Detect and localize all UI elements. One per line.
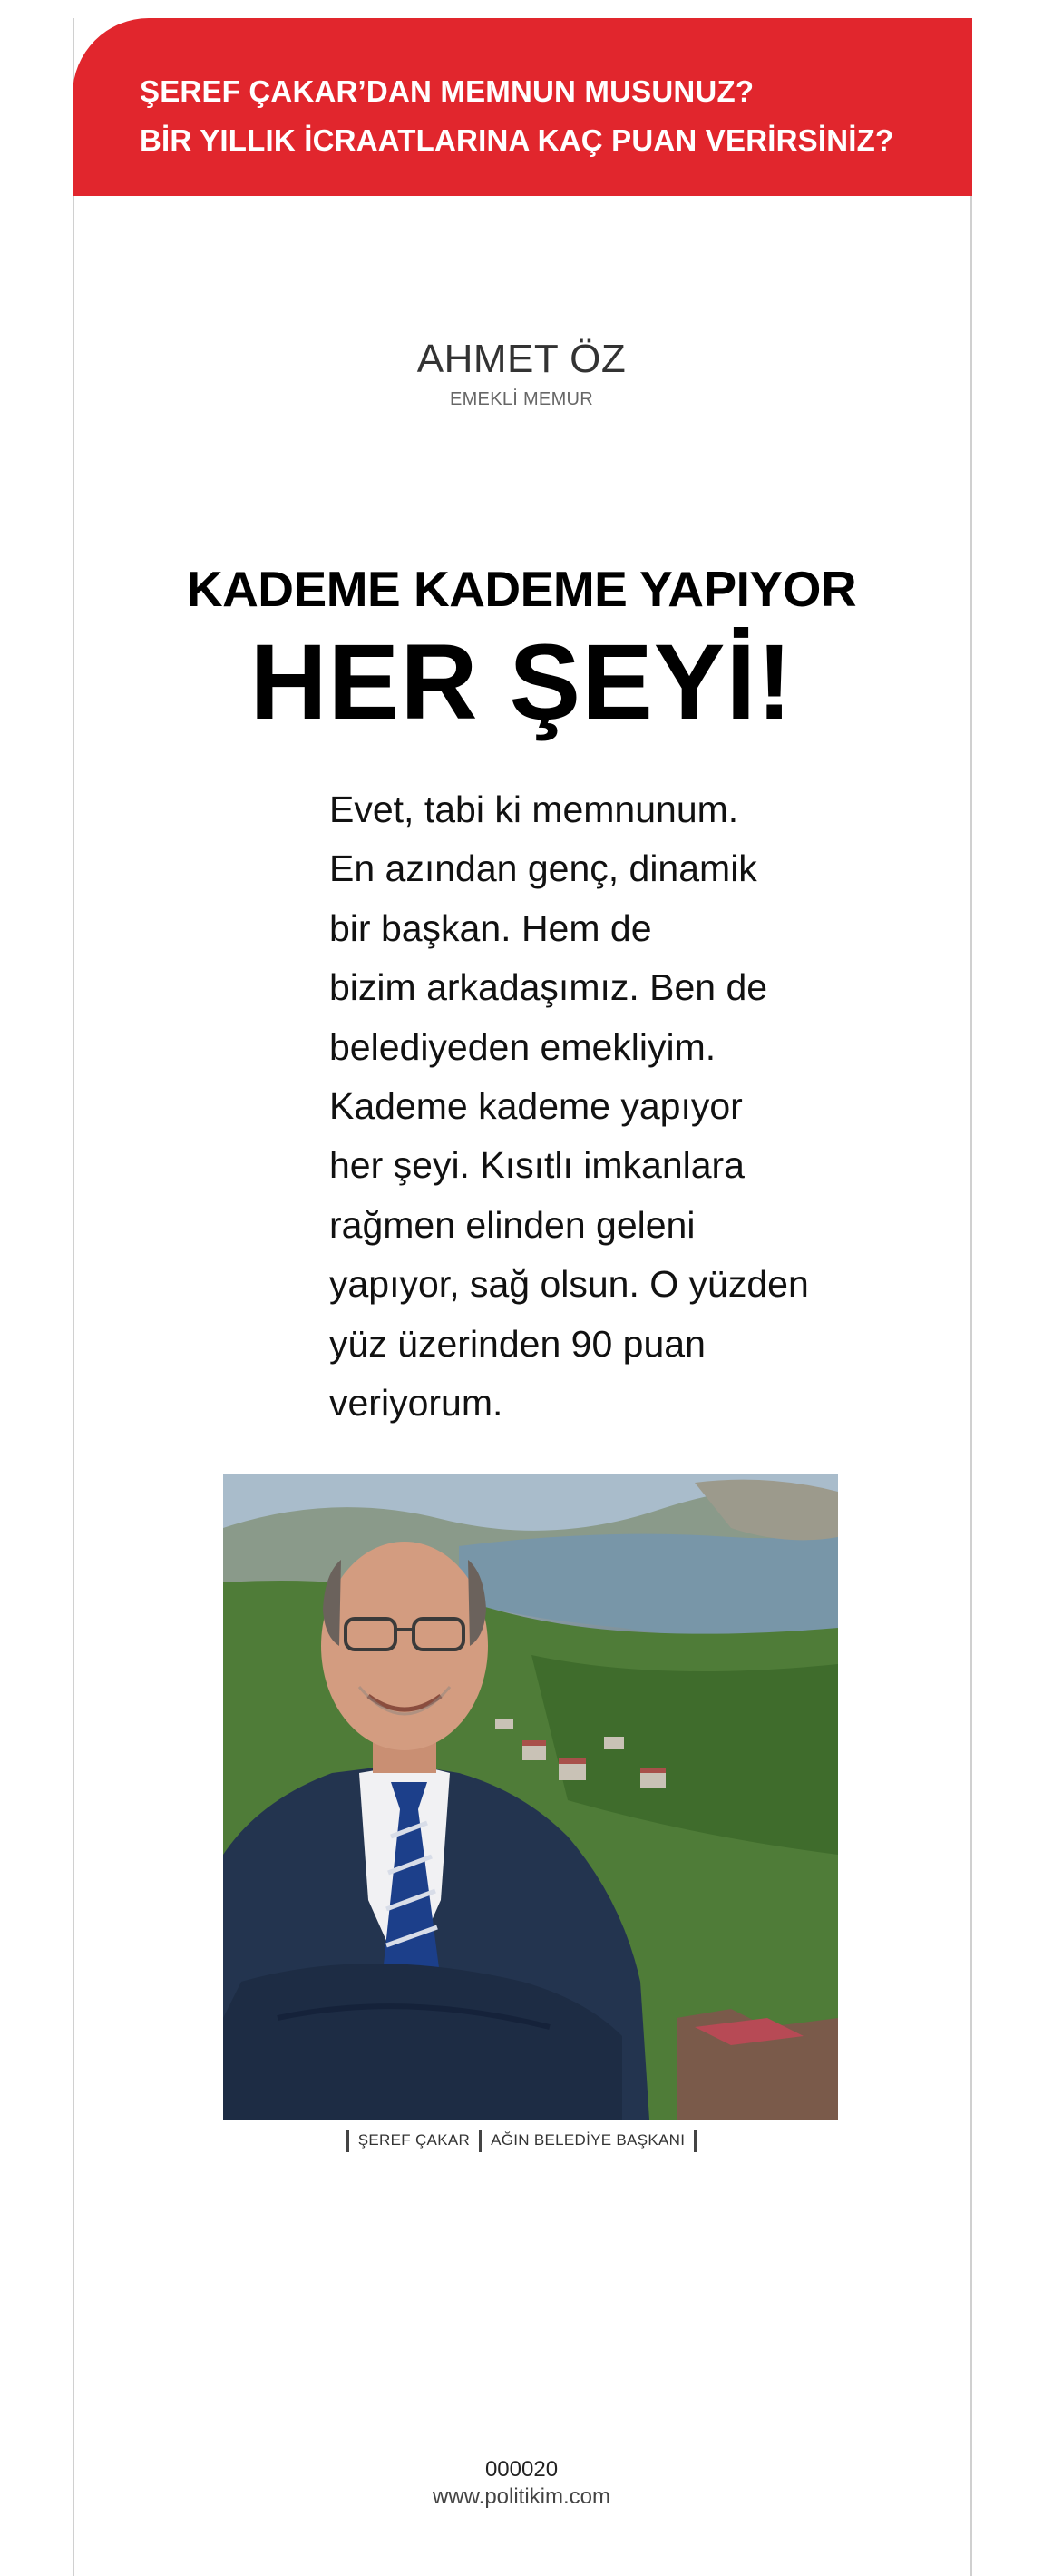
quote-line: rağmen elinden geleni (329, 1203, 696, 1246)
quote-line: veriyorum. (329, 1382, 503, 1425)
quote-body (329, 780, 837, 1433)
quote-line: Evet, tabi ki memnunum. (329, 788, 739, 830)
site-url: www.politikim.com (432, 2484, 611, 2509)
caption-separator (694, 2130, 697, 2152)
quote-line: Kademe kademe yapıyor (329, 1085, 743, 1128)
quote-line: yapıyor, sağ olsun. O yüzden (329, 1263, 809, 1306)
caption-title: AĞIN BELEDİYE BAŞKANI (491, 2131, 686, 2149)
banner-line-2: BİR YILLIK İCRAATLARINA KAÇ PUAN VERİRSİNİZ? (140, 123, 894, 157)
person-name: AHMET ÖZ (416, 337, 627, 381)
quote-line: belediyeden emekliyim. (329, 1025, 716, 1068)
question-banner (73, 18, 972, 196)
banner-line-1: ŞEREF ÇAKAR’DAN MEMNUN MUSUNUZ? (140, 74, 755, 108)
caption-separator (346, 2130, 349, 2152)
mayor-photo (223, 1474, 838, 2120)
person-role: EMEKLİ MEMUR (449, 389, 594, 409)
caption-name: ŞEREF ÇAKAR (357, 2131, 471, 2149)
quote-line: En azından genç, dinamik (329, 847, 757, 890)
quote-line: her şeyi. Kısıtlı imkanlara (329, 1144, 745, 1187)
quote-line: bizim arkadaşımız. Ben de (329, 966, 768, 1009)
page-code: 000020 (484, 2457, 559, 2482)
quote-line: yüz üzerinden 90 puan (329, 1322, 706, 1365)
photo-caption (0, 2129, 1043, 2152)
headline-subtitle: KADEME KADEME YAPIYOR (186, 561, 857, 617)
quote-line: bir başkan. Hem de (329, 906, 652, 949)
headline-title: HER ŞEYİ! (249, 622, 794, 742)
caption-separator (479, 2130, 482, 2152)
